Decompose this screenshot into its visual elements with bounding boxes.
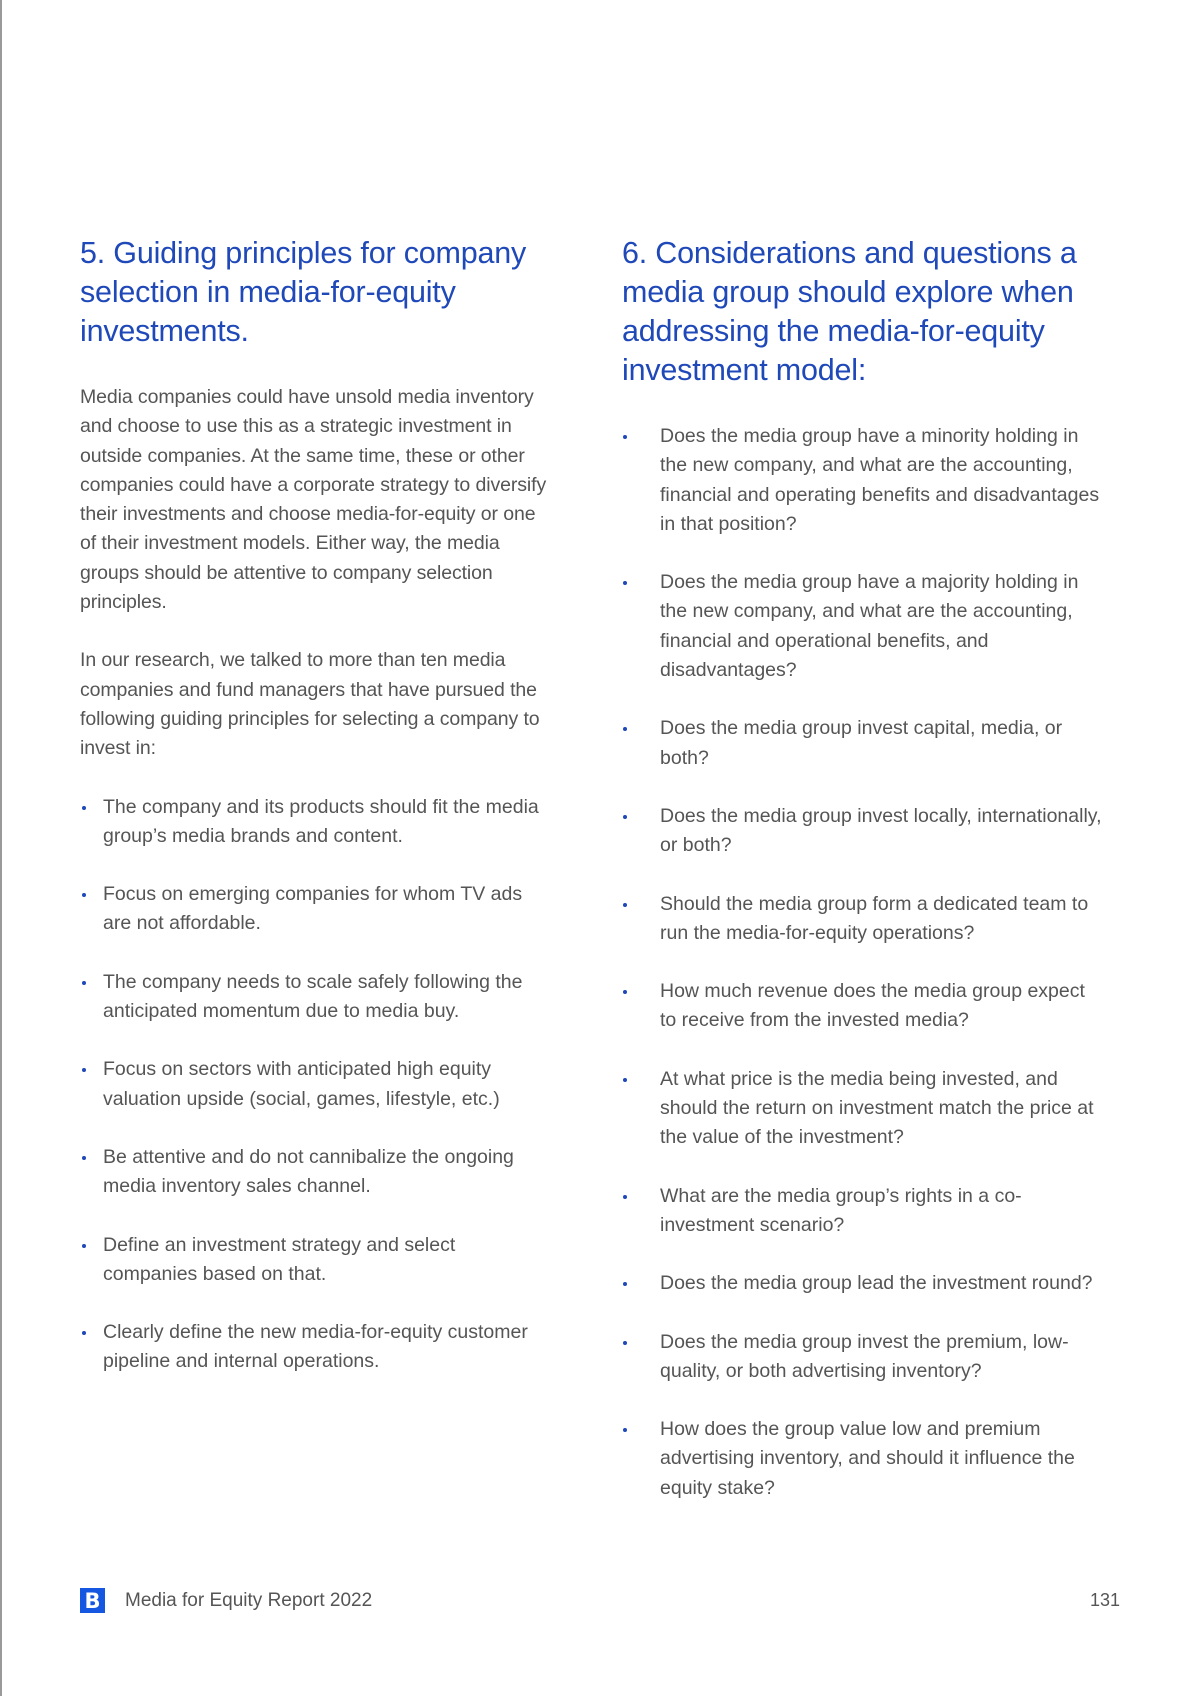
bullet-icon: [623, 1341, 627, 1345]
list-item: [622, 568, 1102, 685]
questions-list: [622, 422, 1102, 1503]
bullet-icon: [623, 1428, 627, 1432]
principles-list: [80, 793, 550, 1377]
list-item: [80, 1055, 550, 1114]
bullet-icon: [623, 903, 627, 907]
bullet-icon: [623, 727, 627, 731]
list-item-text: Define an investment strategy and select companies based on that.: [103, 1233, 456, 1285]
list-item: [622, 977, 1102, 1036]
list-item-text: How does the group value low and premium advertising inventory, and should it influence the equity stake?: [660, 1418, 1075, 1499]
list-item-text: Does the media group invest capital, media, or both?: [660, 717, 1063, 769]
bullet-icon: [82, 1156, 86, 1160]
list-item-text: Does the media group have a majority holding in the new company, and what are the accounting, financial and operational benefits, and disadvantages?: [660, 571, 1079, 682]
list-item-text: Clearly define the new media-for-equity customer pipeline and internal operations.: [103, 1321, 528, 1373]
bullet-icon: [623, 1078, 627, 1082]
list-item-text: Does the media group invest locally, internationally, or both?: [660, 804, 1102, 857]
list-item-text: At what price is the media being invested, and should the return on investment match the price at the value of the investment?: [660, 1067, 1094, 1149]
list-item: [80, 1231, 550, 1290]
list-item: [622, 802, 1102, 861]
list-item-text: The company needs to scale safely following the anticipated momentum due to media buy.: [103, 970, 523, 1023]
list-item: [622, 1328, 1102, 1387]
list-item-text: Does the media group have a minority holding in the new company, and what are the accounting, financial and operating benefits and disadvantages in that position?: [660, 425, 1100, 535]
list-item-text: Focus on emerging companies for whom TV ads are not affordable.: [103, 883, 523, 935]
page-footer: [80, 1588, 372, 1613]
list-item: [80, 880, 550, 939]
list-item-text: Does the media group lead the investment round?: [660, 1272, 1093, 1295]
list-item: [622, 422, 1102, 539]
paragraph: Media companies could have unsold media inventory and choose to use this as a strategic investment in outside companies. At the same time, these or other companies could have a corporate strategy to diversify their investments and choose media-for-equity or one of their investment models. Either way, the media groups should be attentive to company selection principles.: [80, 386, 547, 614]
list-item-text: Does the media group invest the premium, low-quality, or both advertising inventory?: [660, 1330, 1069, 1382]
page-edge-line: [0, 0, 2, 1696]
bullet-icon: [623, 815, 627, 819]
bullet-icon: [623, 1195, 627, 1199]
list-item-text: What are the media group’s rights in a co-investment scenario?: [660, 1184, 1022, 1236]
list-item: [80, 1143, 550, 1202]
section-6-heading: 6. Considerations and questions a media group should explore when addressing the media-for-equity investment model:: [622, 236, 1077, 387]
page-number: 131: [1090, 1590, 1121, 1610]
list-item-text: Should the media group form a dedicated team to run the media-for-equity operations?: [660, 892, 1089, 944]
brand-logo-icon: B: [80, 1588, 105, 1613]
list-item: [80, 1318, 550, 1377]
list-item: [80, 793, 550, 852]
paragraph: In our research, we talked to more than ten media companies and fund managers that have pursued the following guiding principles for selecting a company to invest in:: [80, 649, 540, 760]
list-item: [622, 890, 1102, 949]
list-item: [80, 968, 550, 1027]
bullet-icon: [623, 1282, 627, 1286]
list-item-text: How much revenue does the media group expect to receive from the invested media?: [660, 980, 1085, 1032]
report-title: Media for Equity Report 2022: [125, 1589, 373, 1611]
bullet-icon: [82, 1244, 86, 1248]
list-item: [622, 1065, 1102, 1153]
section-6: [622, 234, 1102, 1532]
list-item: [622, 1269, 1102, 1298]
bullet-icon: [82, 893, 86, 897]
list-item-text: Focus on sectors with anticipated high equity valuation upside (social, games, lifestyle, etc.): [103, 1058, 500, 1110]
bullet-icon: [82, 1068, 86, 1072]
bullet-icon: [623, 990, 627, 994]
section-5: [80, 234, 550, 1406]
bullet-icon: [623, 435, 627, 439]
bullet-icon: [82, 981, 86, 985]
bullet-icon: [82, 806, 86, 810]
list-item-text: The company and its products should fit the media group’s media brands and content.: [103, 795, 539, 847]
bullet-icon: [623, 581, 627, 585]
section-5-heading: 5. Guiding principles for company selection in media-for-equity investments.: [80, 236, 527, 348]
list-item: [622, 1415, 1102, 1503]
bullet-icon: [82, 1331, 86, 1335]
list-item-text: Be attentive and do not cannibalize the ongoing media inventory sales channel.: [103, 1145, 514, 1198]
list-item: [622, 1182, 1102, 1241]
list-item: [622, 714, 1102, 773]
